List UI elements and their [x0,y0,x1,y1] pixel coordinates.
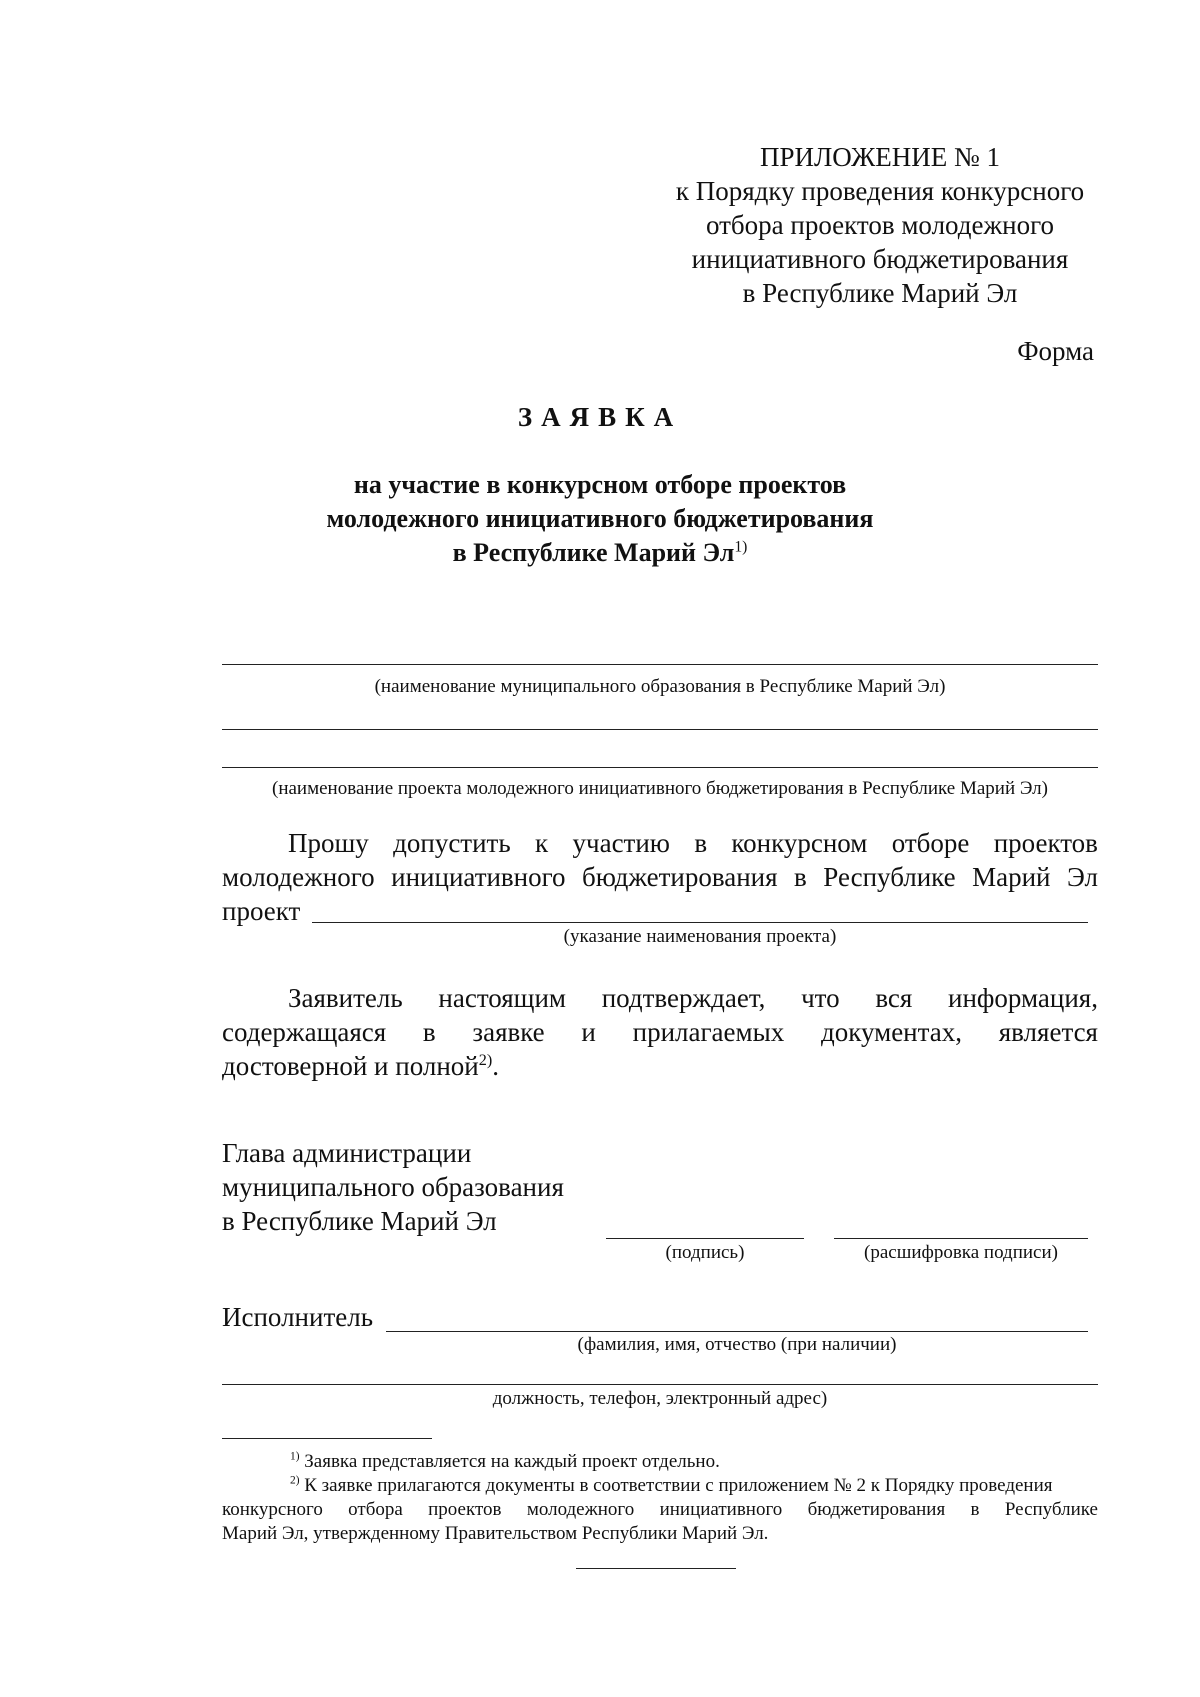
word: к [535,828,549,858]
project-name-line-2[interactable] [222,767,1098,768]
municipality-caption: (наименование муниципального образования в Республике Марий Эл) [374,676,946,697]
signature-caption: (подпись) [665,1242,745,1263]
appendix-line: инициативного бюджетирования [691,244,1069,274]
word: Прошу [288,828,369,858]
word: инициативного [659,1499,783,1520]
request-line-1 [222,826,1098,860]
confirm-line-2 [222,1015,1098,1049]
word: содержащаяся [222,1017,387,1047]
word: отбора [348,1499,403,1520]
footnote-ref-2: 2) [478,1051,493,1069]
footnote-2-line-2 [222,1498,1098,1522]
word: Заявитель [288,983,403,1013]
signature-decoding-caption: (расшифровка подписи) [864,1242,1058,1263]
word: документах, [821,1017,962,1047]
signature-line[interactable] [606,1238,804,1239]
document-title: ЗАЯВКА [517,402,683,432]
word: прилагаемых [632,1017,785,1047]
word: молодежного [526,1499,635,1520]
confirm-line-1 [222,981,1098,1015]
word: Республике [1004,1499,1098,1520]
word: информация, [948,983,1098,1013]
word: конкурсном [731,828,868,858]
footnote-text: Заявка представляется на каждый проект отдельно. [304,1451,720,1472]
footnote-1 [290,1450,720,1474]
word: в [694,828,708,858]
subtitle-line: молодежного инициативного бюджетирования [326,504,874,533]
project-label: проект [222,896,301,926]
appendix-number: ПРИЛОЖЕНИЕ № 1 [759,142,1001,172]
word: отборе [891,828,970,858]
footnote-2 [222,1474,1098,1546]
word: конкурсного [222,1499,323,1520]
appendix-header [600,140,1160,310]
footnote-separator [222,1438,432,1439]
footnote-2-line-3: Марий Эл, утвержденному Правительством Республики Марий Эл. [222,1523,769,1544]
word: в [794,862,807,892]
word: допустить [393,828,511,858]
word: настоящим [438,983,566,1013]
project-indication-line[interactable] [312,922,1088,923]
footnote-marker: 2) [290,1474,300,1487]
word: является [998,1017,1098,1047]
subtitle-line [300,536,900,570]
signer-line: в Республике Марий Эл [222,1206,497,1236]
word: инициативного [391,862,566,892]
word: молодежного [222,862,375,892]
footnote-ref-1: 1) [734,538,748,556]
confirm-line-3 [222,1049,1098,1083]
executor-contacts-line[interactable] [222,1384,1098,1385]
executor-fio-line[interactable] [386,1331,1088,1332]
form-label: Форма [1017,336,1094,366]
word: в [970,1499,980,1520]
word: проектов [993,828,1098,858]
appendix-line: в Республике Марий Эл [742,278,1018,308]
footnote-text: К заявке прилагаются документы в соответствии с приложением № 2 к Порядку проведения [304,1475,1053,1496]
word: в [422,1017,436,1047]
signer-line: муниципального образования [222,1172,564,1202]
word: Марий [972,862,1051,892]
word: проектов [428,1499,502,1520]
word: и [581,1017,596,1047]
document-subtitle [300,468,900,570]
word: вся [875,983,913,1013]
project-name-caption: (наименование проекта молодежного инициативного бюджетирования в Республике Марий Эл) [272,778,1048,799]
period: . [492,1051,499,1081]
confirm-paragraph [222,981,1098,1083]
word: бюджетирования [807,1499,946,1520]
subtitle-line: на участие в конкурсном отборе проектов [353,470,847,499]
word: участию [572,828,670,858]
word: подтверждает, [601,983,766,1013]
project-indication-caption: (указание наименования проекта) [563,926,837,947]
word: заявке [472,1017,545,1047]
executor-contacts-caption: должность, телефон, электронный адрес) [492,1388,828,1409]
executor-label: Исполнитель [222,1302,374,1332]
request-paragraph [222,826,1098,928]
word: Республике [823,862,956,892]
end-separator [576,1568,736,1569]
signer-block [222,1136,564,1238]
confirm-line-3-text: достоверной и полной [222,1051,479,1081]
word: бюджетирования [582,862,778,892]
executor-fio-caption: (фамилия, имя, отчество (при наличии) [577,1334,897,1355]
appendix-line: к Порядку проведения конкурсного [675,176,1085,206]
request-line-2 [222,860,1098,894]
municipality-name-line[interactable] [222,664,1098,665]
subtitle-line-text: в Республике Марий Эл [452,538,735,567]
word: что [801,983,840,1013]
appendix-line: отбора проектов молодежного [705,210,1055,240]
signer-line: Глава администрации [222,1138,472,1168]
project-name-line-1[interactable] [222,729,1098,730]
word: Эл [1067,862,1098,892]
footnote-2-line-1 [222,1474,1098,1498]
signature-decoding-line[interactable] [834,1238,1088,1239]
footnote-marker: 1) [290,1450,300,1463]
